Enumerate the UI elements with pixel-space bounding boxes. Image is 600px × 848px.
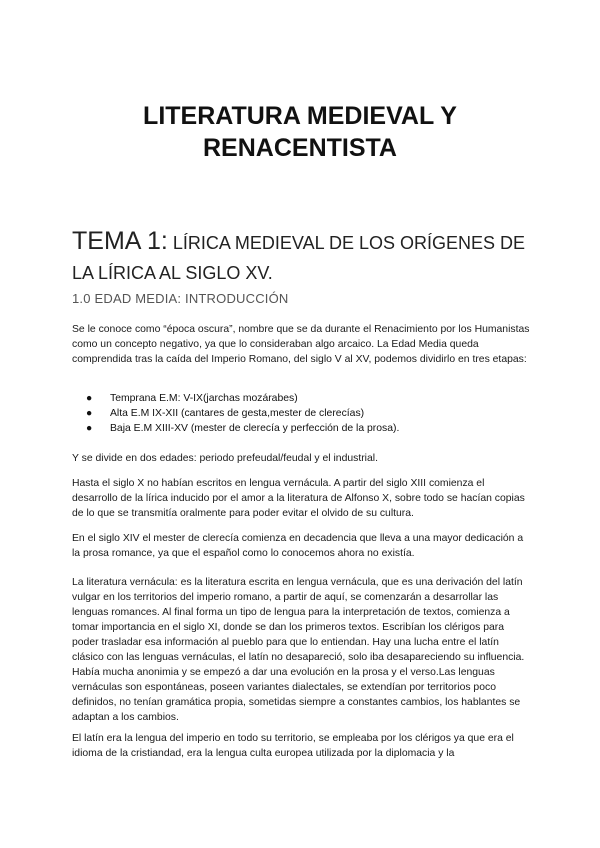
chapter-heading [72,226,542,288]
bullet-icon: ● [86,408,93,419]
document-title: LITERATURA MEDIEVAL Y RENACENTISTA [143,102,457,162]
paragraph-siglo-x: Hasta el siglo X no habían escritos en lengua vernácula. A partir del siglo XIII comienza el desarrollo de la lírica inducido por el amor a la literatura de Alfonso X, sobre todo se hacían copias de lo que se transmitía oralmente para poder evitar el olvido de su cultura. [72,478,525,519]
paragraph-siglo-xiv: En el siglo XIV el mester de clerecía comienza en decadencia que lleva a una mayor dedicación a la prosa romance, ya que el español como lo conocemos ahora no existía. [72,533,524,559]
list-item [72,421,532,436]
chapter-title: LÍRICA MEDIEVAL DE LOS ORÍGENES DE LA LÍRICA AL SIGLO XV. [72,233,525,283]
list-item [72,391,532,406]
bullet-icon: ● [86,423,93,434]
paragraph-latin: El latín era la lengua del imperio en todo su territorio, se empleaba por los clérigos ya que era el idioma de la cristiandad, era la lengua culta europea utilizada por la diplomacia y la [72,733,514,759]
bullet-icon: ● [86,393,93,404]
paragraph-intro: Se le conoce como “época oscura”, nombre que se da durante el Renacimiento por los Humanistas como un concepto negativo, ya que lo consideraban algo arcaico. La Edad Media queda comprendida tras la caída del Imperio Romano, del siglo V al XV, podemos dividirlo en tres etapas: [72,324,530,365]
list-item-text: Alta E.M IX-XII (cantares de gesta,mester de clerecías) [110,408,365,419]
stages-list [72,391,532,436]
list-item-text: Temprana E.M: V-IX(jarchas mozárabes) [110,393,298,404]
section-heading: 1.0 EDAD MEDIA: INTRODUCCIÓN [72,291,289,306]
chapter-label: TEMA 1: [72,227,168,255]
paragraph-vernacula: La literatura vernácula: es la literatura escrita en lengua vernácula, que es una derivación del latín vulgar en los territorios del imperio romano, a partir de aquí, se comenzarán a desarrollar las lenguas romances. Al final forma un tipo de lengua para la interpretación de textos, comienza a tomar importancia en el siglo XI, donde se dan los primeros textos. Escribían los clérigos para poder trasladar esa información al pueblo para que lo entiendan. Hay una lucha entre el latín clásico con las lenguas vernáculas, el latín no desapareció, solo iba desapareciendo su influencia. Había mucha anonimia y se empezó a dar una evolución en la prosa y el verso.Las lenguas vernáculas son espontáneas, poseen variantes dialectales, se extendían por territorios poco definidos, no tenían gramática propia, sometidas siempre a constantes cambios, los hablantes se adaptan a los cambios. [72,577,525,723]
paragraph-periods: Y se divide en dos edades: periodo prefeudal/feudal y el industrial. [72,453,378,464]
list-item [72,406,532,421]
list-item-text: Baja E.M XIII-XV (mester de clerecía y perfección de la prosa). [110,423,400,434]
